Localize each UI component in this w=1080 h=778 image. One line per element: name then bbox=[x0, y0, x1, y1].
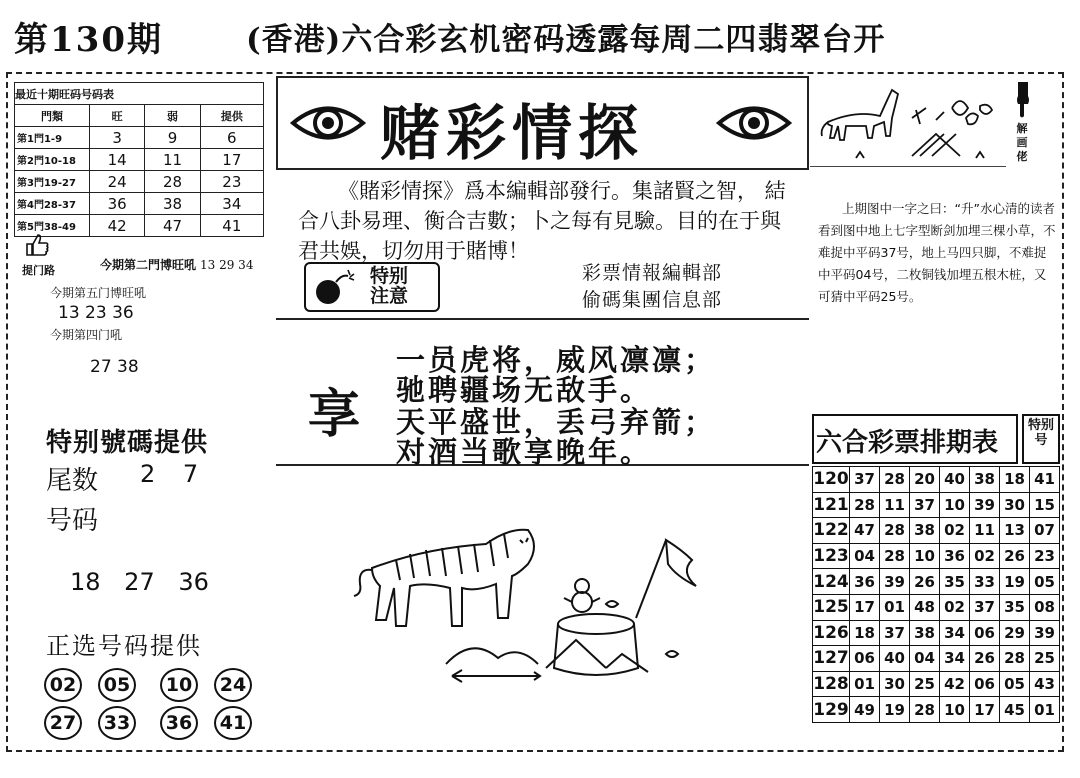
number-cell: 18 bbox=[850, 620, 880, 646]
issue-cell: 128 bbox=[813, 671, 850, 697]
number-cell: 47 bbox=[850, 518, 880, 544]
pointing-hand-icon bbox=[1012, 80, 1034, 120]
number-cell: 37 bbox=[910, 492, 940, 518]
tail-values: 2 7 bbox=[140, 460, 199, 488]
number-cell: 37 bbox=[880, 620, 910, 646]
number-cell: 28 bbox=[880, 543, 910, 569]
number-cell: 20 bbox=[910, 467, 940, 493]
issue-cell: 127 bbox=[813, 646, 850, 672]
stump-icon bbox=[546, 614, 648, 675]
issue-cell: 124 bbox=[813, 569, 850, 595]
number-cell: 13 bbox=[1000, 518, 1030, 544]
cell-wang: 3 bbox=[90, 127, 145, 149]
second-gate-label: 今期第二門博旺吼 bbox=[100, 258, 197, 272]
riddle-label: 解画佬 bbox=[1016, 122, 1028, 163]
cell-tigong: 34 bbox=[200, 193, 263, 215]
number-cell: 28 bbox=[910, 697, 940, 723]
org-name-1: 彩票情報編輯部 bbox=[582, 262, 723, 284]
number-cell: 39 bbox=[880, 569, 910, 595]
issue-cell: 129 bbox=[813, 697, 850, 723]
selected-number: 05 bbox=[98, 668, 136, 702]
special-number-title: 特别號碼提供 bbox=[46, 428, 209, 458]
number-cell: 25 bbox=[910, 671, 940, 697]
number-cell: 26 bbox=[1000, 543, 1030, 569]
cell-tigong: 41 bbox=[200, 215, 263, 237]
cell-wang: 24 bbox=[90, 171, 145, 193]
number-cell: 04 bbox=[910, 646, 940, 672]
number-cell: 28 bbox=[850, 492, 880, 518]
number-cell: 17 bbox=[970, 697, 1000, 723]
illustration bbox=[276, 468, 809, 748]
banner-title: 赌彩情探 bbox=[380, 99, 644, 169]
snowman-icon bbox=[564, 579, 600, 612]
issue-cell: 122 bbox=[813, 518, 850, 544]
schedule-title: 六合彩票排期表 bbox=[816, 428, 999, 458]
number-cell: 37 bbox=[970, 594, 1000, 620]
recent-numbers-table bbox=[14, 82, 264, 237]
number-cell: 40 bbox=[940, 467, 970, 493]
number-cell: 10 bbox=[940, 492, 970, 518]
number-cell: 06 bbox=[850, 646, 880, 672]
number-cell: 42 bbox=[940, 671, 970, 697]
number-cell: 29 bbox=[1000, 620, 1030, 646]
number-cell: 11 bbox=[880, 492, 910, 518]
coin-icon bbox=[606, 601, 678, 657]
page-title: (香港)六合彩玄机密码透露每周二四翡翠台开 bbox=[246, 22, 886, 58]
selected-number: 27 bbox=[44, 706, 82, 740]
cell-wang: 42 bbox=[90, 215, 145, 237]
number-cell: 36 bbox=[940, 543, 970, 569]
org-name-2: 偷碼集團信息部 bbox=[582, 289, 723, 311]
poem-character: 享 bbox=[308, 384, 361, 445]
row-label: 第1門1-9 bbox=[15, 127, 90, 149]
table-row bbox=[813, 492, 1060, 518]
cell-wang: 14 bbox=[90, 149, 145, 171]
number-cell: 30 bbox=[880, 671, 910, 697]
bomb-icon bbox=[310, 266, 360, 308]
number-cell: 26 bbox=[910, 569, 940, 595]
table-row bbox=[813, 697, 1060, 723]
number-cell: 19 bbox=[880, 697, 910, 723]
table-row bbox=[813, 569, 1060, 595]
number-cell: 17 bbox=[850, 594, 880, 620]
fifth-gate-numbers: 13 23 36 bbox=[58, 303, 134, 323]
table-row bbox=[813, 671, 1060, 697]
special-number-cell: 05 bbox=[1030, 569, 1060, 595]
schedule-table bbox=[812, 466, 1060, 723]
special-number-cell: 15 bbox=[1030, 492, 1060, 518]
number-cell: 49 bbox=[850, 697, 880, 723]
poem-line: 对酒当歌享晚年。 bbox=[396, 435, 653, 469]
table-row bbox=[15, 127, 264, 149]
cell-ruo: 47 bbox=[145, 215, 200, 237]
cell-ruo: 28 bbox=[145, 171, 200, 193]
number-cell: 38 bbox=[910, 518, 940, 544]
issue-cell: 126 bbox=[813, 620, 850, 646]
selected-number: 41 bbox=[214, 706, 252, 740]
number-cell: 18 bbox=[1000, 467, 1030, 493]
selection-title: 正选号码提供 bbox=[46, 632, 202, 660]
eye-icon bbox=[290, 100, 366, 146]
number-cell: 38 bbox=[970, 467, 1000, 493]
table-row bbox=[15, 215, 264, 237]
special-number-cell: 43 bbox=[1030, 671, 1060, 697]
riddle-picture bbox=[816, 78, 1002, 164]
number-cell: 06 bbox=[970, 620, 1000, 646]
table-row bbox=[813, 543, 1060, 569]
number-cell: 28 bbox=[880, 467, 910, 493]
special-number-cell: 08 bbox=[1030, 594, 1060, 620]
clue-text: 上期图中一字之曰：“升”水心清的读者看到图中地上七字型断剑加埋三棵小草，不难捉中平码37号，地上马四只脚，不难捉中平码04号，二枚铜钱加埋五根木桩，又可猜中平码25号。 bbox=[818, 201, 1056, 304]
number-cell: 28 bbox=[1000, 646, 1030, 672]
number-cell: 05 bbox=[1000, 671, 1030, 697]
number-cell: 06 bbox=[970, 671, 1000, 697]
number-cell: 35 bbox=[1000, 594, 1030, 620]
table-row bbox=[15, 149, 264, 171]
row-label: 第4門28-37 bbox=[15, 193, 90, 215]
bow-arrow-icon bbox=[446, 648, 540, 682]
number-cell: 37 bbox=[850, 467, 880, 493]
issue-cell: 125 bbox=[813, 594, 850, 620]
issue-number: 第130期 bbox=[14, 20, 163, 60]
tiger-icon bbox=[354, 530, 534, 626]
number-cell: 10 bbox=[910, 543, 940, 569]
number-cell: 40 bbox=[880, 646, 910, 672]
special-number-label: 特别号 bbox=[1022, 414, 1060, 464]
row-label: 第3門19-27 bbox=[15, 171, 90, 193]
number-cell: 11 bbox=[970, 518, 1000, 544]
table-row bbox=[813, 620, 1060, 646]
tip-label: 提门路 bbox=[22, 264, 55, 277]
flag-icon bbox=[636, 540, 696, 618]
selected-number: 10 bbox=[160, 668, 198, 702]
fourth-gate-label: 今期第四门吼 bbox=[50, 328, 123, 342]
cell-wang: 36 bbox=[90, 193, 145, 215]
intro-text: 《賭彩情探》爲本編輯部發行。集諸賢之智， 結合八卦易理、衡合吉數；卜之每有見驗。目的在于與君共娛，切勿用于賭博！ bbox=[298, 179, 786, 263]
cell-tigong: 17 bbox=[200, 149, 263, 171]
tail-label: 尾数 bbox=[46, 466, 99, 496]
number-cell: 01 bbox=[850, 671, 880, 697]
number-cell: 02 bbox=[940, 594, 970, 620]
selected-number: 33 bbox=[98, 706, 136, 740]
fourth-gate-numbers: 27 38 bbox=[90, 357, 139, 377]
number-values: 18 27 36 bbox=[70, 568, 209, 596]
issue-cell: 120 bbox=[813, 467, 850, 493]
number-cell: 01 bbox=[880, 594, 910, 620]
number-cell: 28 bbox=[880, 518, 910, 544]
selected-number: 24 bbox=[214, 668, 252, 702]
number-cell: 36 bbox=[850, 569, 880, 595]
table-row bbox=[813, 594, 1060, 620]
special-number-cell: 07 bbox=[1030, 518, 1060, 544]
thumbs-up-icon bbox=[24, 232, 50, 265]
number-cell: 48 bbox=[910, 594, 940, 620]
issue-cell: 121 bbox=[813, 492, 850, 518]
header-wang: 旺 bbox=[90, 105, 145, 127]
header-tigong: 提供 bbox=[200, 105, 263, 127]
special-number-cell: 41 bbox=[1030, 467, 1060, 493]
row-label: 第2門10-18 bbox=[15, 149, 90, 171]
issue-cell: 123 bbox=[813, 543, 850, 569]
number-cell: 30 bbox=[1000, 492, 1030, 518]
cell-ruo: 38 bbox=[145, 193, 200, 215]
number-cell: 10 bbox=[940, 697, 970, 723]
poem-line: 天平盛世，丢弓弃箭； bbox=[396, 405, 717, 439]
clue-divider bbox=[810, 166, 1006, 167]
table-row bbox=[15, 193, 264, 215]
number-cell: 34 bbox=[940, 620, 970, 646]
cell-ruo: 11 bbox=[145, 149, 200, 171]
number-cell: 19 bbox=[1000, 569, 1030, 595]
table-row bbox=[813, 467, 1060, 493]
number-cell: 38 bbox=[910, 620, 940, 646]
table-row bbox=[15, 171, 264, 193]
special-number-cell: 01 bbox=[1030, 697, 1060, 723]
number-cell: 34 bbox=[940, 646, 970, 672]
table-row bbox=[813, 518, 1060, 544]
header-ruo: 弱 bbox=[145, 105, 200, 127]
number-label: 号码 bbox=[46, 506, 99, 536]
selected-number: 36 bbox=[160, 706, 198, 740]
poem-line: 一员虎将，威风凛凛； bbox=[396, 343, 717, 377]
selected-number: 02 bbox=[44, 668, 82, 702]
special-number-cell: 23 bbox=[1030, 543, 1060, 569]
poem-line: 驰聘疆场无敌手。 bbox=[396, 373, 653, 407]
row-label: 第5門38-49 bbox=[15, 215, 90, 237]
notice-text: 特别注意 bbox=[370, 265, 409, 307]
header-category: 門類 bbox=[15, 105, 90, 127]
second-gate-line bbox=[100, 256, 253, 273]
number-cell: 02 bbox=[970, 543, 1000, 569]
special-number-cell: 25 bbox=[1030, 646, 1060, 672]
recent-table-caption: 最近十期旺码号码表 bbox=[15, 83, 264, 105]
number-cell: 39 bbox=[970, 492, 1000, 518]
cell-tigong: 6 bbox=[200, 127, 263, 149]
table-row bbox=[813, 646, 1060, 672]
second-gate-numbers: 13 29 34 bbox=[200, 258, 254, 272]
number-cell: 26 bbox=[970, 646, 1000, 672]
number-cell: 02 bbox=[940, 518, 970, 544]
number-cell: 04 bbox=[850, 543, 880, 569]
number-cell: 35 bbox=[940, 569, 970, 595]
number-cell: 33 bbox=[970, 569, 1000, 595]
number-cell: 45 bbox=[1000, 697, 1030, 723]
fifth-gate-label: 今期第五门博旺吼 bbox=[50, 286, 147, 300]
eye-icon bbox=[716, 100, 792, 146]
special-number-cell: 39 bbox=[1030, 620, 1060, 646]
cell-ruo: 9 bbox=[145, 127, 200, 149]
cell-tigong: 23 bbox=[200, 171, 263, 193]
